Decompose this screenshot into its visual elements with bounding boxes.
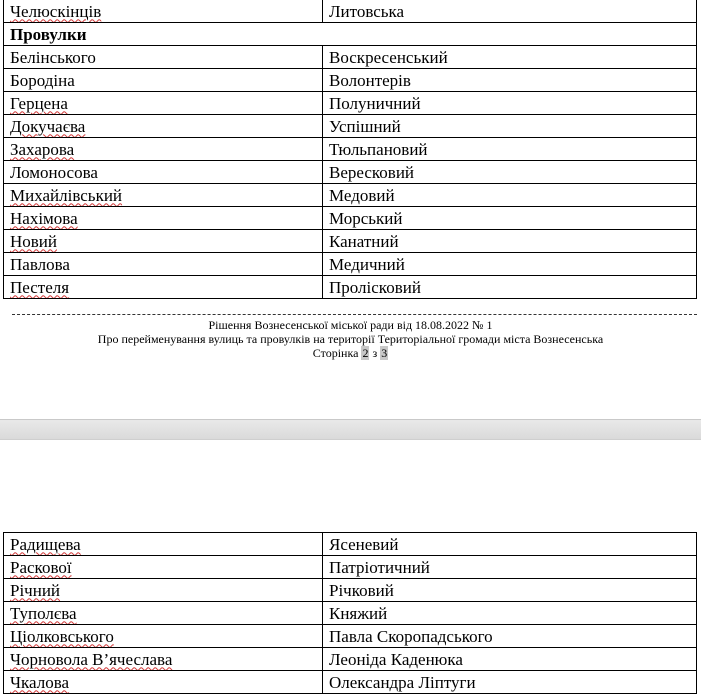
street-table-page-3	[3, 532, 697, 694]
table-row	[4, 69, 697, 92]
new-name-text: Пролісковий	[329, 277, 421, 297]
new-name-text: Воскресенський	[329, 47, 448, 67]
table-row	[4, 671, 697, 694]
table-row	[4, 579, 697, 602]
new-name-text: Волонтерів	[329, 70, 411, 90]
new-name-cell	[323, 92, 697, 115]
new-name-cell	[323, 276, 697, 299]
old-name-text: Чорновола В’ячеслава	[10, 649, 173, 669]
new-name-text: Ясеневий	[329, 534, 399, 554]
old-name-cell	[4, 253, 323, 276]
old-name-text: Захарова	[10, 139, 75, 159]
new-name-cell	[323, 0, 697, 23]
new-name-cell	[323, 230, 697, 253]
footer-decision-line: Рішення Вознесенської міської ради від 18.08.2022 № 1	[208, 318, 493, 332]
new-name-text: Річковий	[329, 580, 394, 600]
table-row	[4, 533, 697, 556]
new-name-text: Успішний	[329, 116, 401, 136]
old-name-text: Нахімова	[10, 208, 78, 228]
old-name-cell	[4, 556, 323, 579]
page-separator: з	[372, 346, 378, 360]
old-name-text: Михайлівський	[10, 185, 123, 205]
old-name-cell	[4, 92, 323, 115]
old-name-cell	[4, 46, 323, 69]
table-row	[4, 556, 697, 579]
old-name-text: Ціолковського	[10, 626, 114, 646]
new-name-cell	[323, 671, 697, 694]
new-name-text: Медовий	[329, 185, 395, 205]
old-name-cell	[4, 207, 323, 230]
old-name-cell	[4, 115, 323, 138]
old-name-text: Раскової	[10, 557, 72, 577]
table-row	[4, 115, 697, 138]
new-name-text: Литовська	[329, 1, 405, 21]
new-name-cell	[323, 184, 697, 207]
table-row	[4, 161, 697, 184]
footer-page-number	[0, 346, 701, 360]
page-break-gap	[0, 419, 701, 440]
table-row	[4, 0, 697, 23]
table-row	[4, 138, 697, 161]
table-row	[4, 46, 697, 69]
new-name-text: Павла Скоропадського	[329, 626, 493, 646]
footer-separator	[12, 314, 697, 315]
old-name-text: Новий	[10, 231, 57, 251]
old-name-cell	[4, 138, 323, 161]
page-prefix: Сторінка	[312, 346, 359, 360]
table-row	[4, 230, 697, 253]
old-name-cell	[4, 625, 323, 648]
new-name-cell	[323, 207, 697, 230]
new-name-cell	[323, 533, 697, 556]
old-name-text: Ломоносова	[10, 162, 98, 182]
new-name-cell	[323, 625, 697, 648]
old-name-text: Герцена	[10, 93, 68, 113]
new-name-text: Медичний	[329, 254, 405, 274]
new-name-cell	[323, 253, 697, 276]
new-name-cell	[323, 69, 697, 92]
old-name-text: Докучаєва	[10, 116, 86, 136]
old-name-cell	[4, 69, 323, 92]
page-footer	[0, 318, 701, 360]
page-total-field: 3	[381, 346, 388, 360]
new-name-cell	[323, 648, 697, 671]
old-name-text: Бородіна	[10, 70, 75, 90]
old-name-cell	[4, 648, 323, 671]
new-name-cell	[323, 46, 697, 69]
table-row	[4, 648, 697, 671]
old-name-cell	[4, 579, 323, 602]
new-name-text: Олександра Ліптуги	[329, 672, 476, 692]
new-name-text: Леоніда Каденюка	[329, 649, 463, 669]
new-name-cell	[323, 161, 697, 184]
table-row	[4, 207, 697, 230]
new-name-cell	[323, 556, 697, 579]
table-row	[4, 92, 697, 115]
old-name-text: Белінського	[10, 47, 96, 67]
old-name-text: Павлова	[10, 254, 70, 274]
new-name-text: Канатний	[329, 231, 399, 251]
street-table-page-2	[3, 0, 697, 299]
section-row	[4, 23, 697, 46]
table-row	[4, 184, 697, 207]
new-name-text: Патріотичний	[329, 557, 430, 577]
table-row	[4, 602, 697, 625]
page-current-field: 2	[362, 346, 369, 360]
old-name-text: Пестеля	[10, 277, 70, 297]
table-row	[4, 276, 697, 299]
old-name-cell	[4, 602, 323, 625]
new-name-text: Княжий	[329, 603, 388, 623]
old-name-cell	[4, 0, 323, 23]
new-name-cell	[323, 602, 697, 625]
new-name-cell	[323, 115, 697, 138]
section-title-lanes: Провулки	[4, 23, 697, 46]
old-name-cell	[4, 161, 323, 184]
old-name-cell	[4, 533, 323, 556]
old-name-cell	[4, 276, 323, 299]
new-name-text: Морський	[329, 208, 403, 228]
old-name-text: Радищева	[10, 534, 81, 554]
old-name-text: Туполєва	[10, 603, 77, 623]
new-name-text: Тюльпановий	[329, 139, 428, 159]
old-name-text: Челюскінців	[10, 1, 102, 21]
table-row	[4, 253, 697, 276]
new-name-cell	[323, 579, 697, 602]
new-name-text: Вересковий	[329, 162, 415, 182]
old-name-text: Річний	[10, 580, 61, 600]
old-name-text: Чкалова	[10, 672, 70, 692]
new-name-cell	[323, 138, 697, 161]
old-name-cell	[4, 230, 323, 253]
new-name-text: Полуничний	[329, 93, 421, 113]
old-name-cell	[4, 671, 323, 694]
footer-subject-line: Про перейменування вулиць та провулків на території Територіальної громади міста Вознесенська	[97, 332, 604, 346]
old-name-cell	[4, 184, 323, 207]
table-row	[4, 625, 697, 648]
